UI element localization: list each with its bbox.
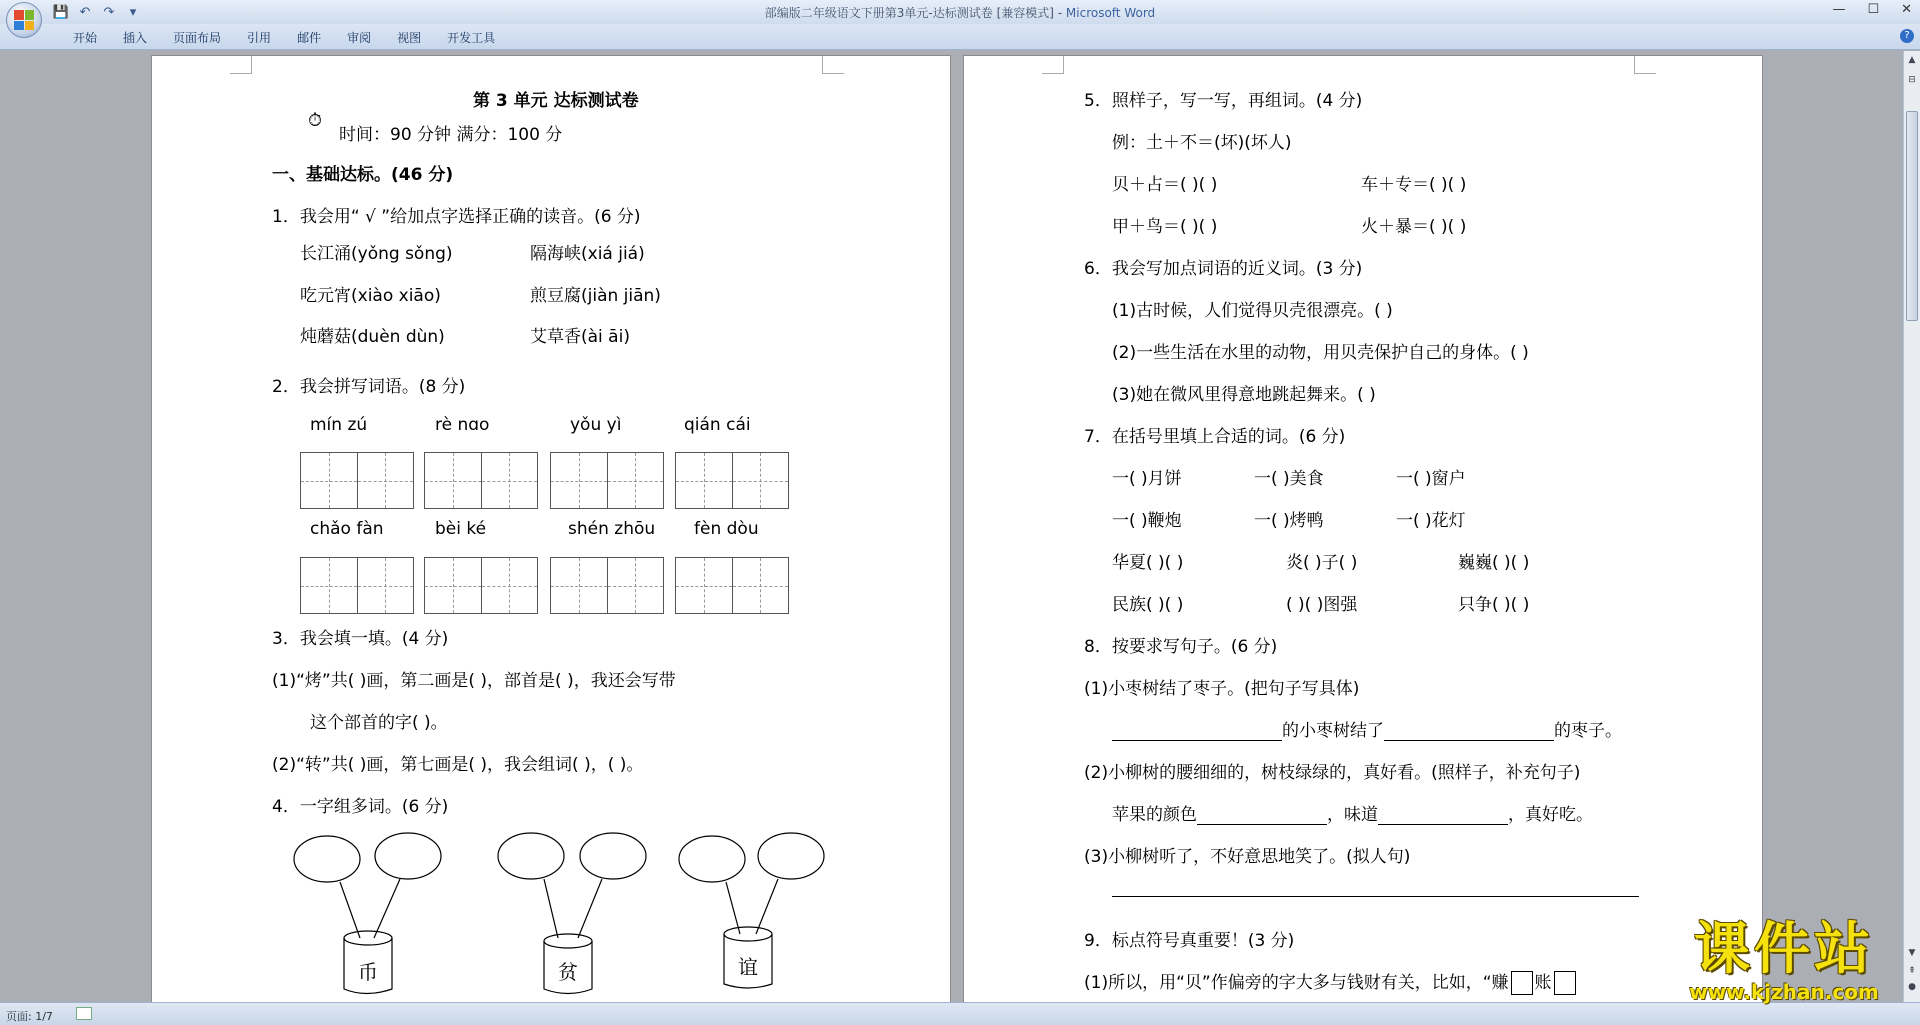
jar-character: 谊 — [738, 955, 758, 979]
watermark-url: www.kjzhan.com — [1689, 980, 1879, 1004]
tianzige-grid[interactable] — [424, 452, 538, 509]
scroll-down-icon[interactable]: ▼ — [1908, 948, 1916, 958]
q9-text: (1)所以，用“贝”作偏旁的字大多与钱财有关，比如，“赚 — [1084, 973, 1509, 993]
app-name: Microsoft Word — [1065, 6, 1156, 20]
help-icon[interactable]: ? — [1900, 29, 1914, 43]
q7-item: 一( )花灯 — [1396, 511, 1466, 531]
q3-line: 这个部首的字( )。 — [310, 713, 448, 733]
tianzige-grid[interactable] — [300, 557, 414, 614]
crop-mark — [1042, 56, 1064, 74]
q7-item: 只争( )( ) — [1458, 595, 1530, 615]
q6-item: (2)一些生活在水里的动物，用贝壳保护自己的身体。( ) — [1112, 343, 1529, 363]
q9-line — [1084, 968, 1576, 995]
q8-sentence: (2)小柳树的腰细细的，树枝绿绿的，真好看。(照样子，补充句子) — [1084, 763, 1581, 783]
q7-item: 一( )鞭炮 — [1112, 511, 1182, 531]
jar-character: 贫 — [558, 960, 578, 984]
q1-item: 艾草香(ài āi) — [530, 327, 630, 347]
status-bar — [0, 1002, 1920, 1025]
scroll-thumb[interactable] — [1906, 111, 1918, 321]
question-3-stem: 3．我会填一填。(4 分) — [272, 629, 449, 649]
tab-references[interactable]: 引用 — [247, 31, 272, 45]
q6-item: (1)古时候，人们觉得贝壳很漂亮。( ) — [1112, 301, 1393, 321]
q8-fill-line — [1112, 800, 1593, 825]
answer-blank[interactable] — [1378, 807, 1508, 825]
answer-bubble — [679, 836, 745, 882]
q1-item: 炖蘑菇(duèn dùn) — [300, 327, 445, 347]
q7-item: 一( )美食 — [1254, 469, 1324, 489]
tab-view[interactable]: 视图 — [397, 31, 422, 45]
tab-mailings[interactable]: 邮件 — [297, 31, 322, 45]
q7-item: 炎( )子( ) — [1286, 553, 1358, 573]
fill-text: ，味道 — [1327, 805, 1378, 825]
q5-item: 甲＋鸟＝( )( ) — [1112, 217, 1218, 237]
answer-blank[interactable] — [1112, 723, 1282, 741]
fill-text: 苹果的颜色 — [1112, 805, 1197, 825]
answer-bubble — [580, 833, 646, 879]
connector-line — [340, 879, 400, 938]
fill-text: ，真好吃。 — [1508, 805, 1593, 825]
save-icon[interactable]: 💾 — [52, 4, 70, 20]
watermark-title: 课件站 — [1694, 917, 1874, 982]
answer-bubble — [375, 833, 441, 879]
tianzige-grid[interactable] — [300, 452, 414, 509]
page-left — [151, 55, 951, 1002]
q7-item: 华夏( )( ) — [1112, 553, 1184, 573]
customize-qat-icon[interactable]: ▾ — [129, 4, 137, 20]
q1-item: 隔海峡(xiá jiá) — [530, 244, 645, 264]
q1-item: 煎豆腐(jiàn jiān) — [530, 286, 661, 306]
pinyin-label: yǒu yì — [570, 415, 622, 435]
redo-icon[interactable]: ↷ — [103, 4, 115, 20]
tab-home[interactable]: 开始 — [73, 31, 98, 45]
window-controls — [1832, 2, 1912, 17]
stopwatch-icon: ⏱ — [308, 110, 323, 131]
question-2-stem: 2．我会拼写词语。(8 分) — [272, 377, 466, 397]
q5-item: 车＋专＝( )( ) — [1361, 175, 1467, 195]
crop-mark — [822, 56, 844, 74]
pinyin-label: rè nɑo — [435, 415, 490, 435]
jar-character: 币 — [358, 960, 378, 984]
q7-item: 民族( )( ) — [1112, 595, 1184, 615]
question-9-stem: 9．标点符号真重要！(3 分) — [1084, 931, 1295, 951]
minimize-icon[interactable]: — — [1832, 2, 1846, 17]
tab-page-layout[interactable]: 页面布局 — [173, 31, 222, 45]
q7-item: ( )( )图强 — [1286, 595, 1358, 615]
q8-sentence: (3)小柳树听了，不好意思地笑了。(拟人句) — [1084, 847, 1411, 867]
tianzige-grid[interactable] — [550, 557, 664, 614]
answer-bubble — [498, 833, 564, 879]
document-area — [0, 51, 1903, 1002]
document-title: 部编版二年级语文下册第3单元-达标测试卷 [兼容模式] - — [764, 6, 1066, 20]
proofing-icon[interactable] — [76, 1007, 92, 1020]
answer-bubble — [758, 833, 824, 879]
q3-line: (1)“烤”共( )画，第二画是( )，部首是( )，我还会写带 — [272, 671, 676, 691]
question-8-stem: 8．按要求写句子。(6 分) — [1084, 637, 1278, 657]
pinyin-label: qián cái — [684, 415, 751, 435]
section-heading-1: 一、基础达标。(46 分) — [272, 165, 454, 185]
question-1-stem: 1．我会用“ √ ”给加点字选择正确的读音。(6 分) — [272, 207, 641, 227]
page-right — [963, 55, 1763, 1002]
punctuation-box[interactable] — [1511, 971, 1533, 995]
question-4-stem: 4．一字组多词。(6 分) — [272, 797, 449, 817]
q1-item: 吃元宵(xiào xiāo) — [300, 286, 441, 306]
ribbon — [0, 24, 1920, 50]
office-button[interactable] — [6, 2, 42, 38]
ribbon-tabs — [60, 29, 508, 46]
office-logo-icon — [14, 10, 34, 30]
window-title — [0, 4, 1920, 21]
pinyin-label: chǎo fàn — [310, 519, 384, 539]
q5-item: 贝＋占＝( )( ) — [1112, 175, 1218, 195]
tianzige-grid[interactable] — [550, 452, 664, 509]
question-7-stem: 7．在括号里填上合适的词。(6 分) — [1084, 427, 1346, 447]
title-bar — [0, 0, 1920, 24]
undo-icon[interactable]: ↶ — [79, 4, 91, 20]
pinyin-label: mín zú — [310, 415, 368, 435]
tianzige-grid[interactable] — [424, 557, 538, 614]
q7-item: 巍巍( )( ) — [1458, 553, 1530, 573]
q1-item: 长江涌(yǒng sǒng) — [300, 244, 453, 264]
q7-item: 一( )窗户 — [1396, 469, 1466, 489]
maximize-icon[interactable]: ☐ — [1867, 2, 1880, 17]
pinyin-label: bèi ké — [435, 519, 487, 539]
question-6-stem: 6．我会写加点词语的近义词。(3 分) — [1084, 259, 1363, 279]
vertical-scrollbar[interactable] — [1903, 51, 1920, 1002]
previous-page-icon[interactable]: ⇞ — [1908, 966, 1916, 976]
q5-item: 火＋暴＝( )( ) — [1361, 217, 1467, 237]
pinyin-label: fèn dòu — [694, 519, 759, 539]
pinyin-label: shén zhōu — [568, 519, 656, 539]
close-icon[interactable]: ✕ — [1901, 2, 1912, 17]
q9-text: 账 — [1534, 973, 1552, 993]
select-browse-object-icon[interactable]: ● — [1908, 982, 1916, 992]
q8-sentence: (1)小枣树结了枣子。(把句子写具体) — [1084, 679, 1360, 699]
fill-text: 的小枣树结了 — [1282, 721, 1384, 741]
tab-developer[interactable]: 开发工具 — [447, 31, 496, 45]
q5-example: 例：土＋不＝(坏)(坏人) — [1112, 133, 1292, 153]
tianzige-grid[interactable] — [675, 557, 789, 614]
question-5-stem: 5．照样子，写一写，再组词。(4 分) — [1084, 91, 1363, 111]
page-counter[interactable]: 页面: 1/7 — [6, 1010, 53, 1023]
crop-mark — [1634, 56, 1656, 74]
tab-insert[interactable]: 插入 — [123, 31, 148, 45]
q6-item: (3)她在微风里得意地跳起舞来。( ) — [1112, 385, 1376, 405]
crop-mark — [230, 56, 252, 74]
site-watermark — [1664, 917, 1904, 1004]
time-line: 时间：90 分钟 满分：100 分 — [339, 125, 563, 145]
fill-text: 的枣子。 — [1554, 721, 1622, 741]
tianzige-grid[interactable] — [675, 452, 789, 509]
answer-blank[interactable] — [1384, 723, 1554, 741]
scroll-up-icon[interactable]: ▲ — [1908, 55, 1916, 65]
answer-blank[interactable] — [1197, 807, 1327, 825]
ruler-toggle-icon[interactable]: ⊟ — [1908, 75, 1916, 85]
punctuation-box[interactable] — [1554, 971, 1576, 995]
connector-line — [726, 879, 778, 934]
q3-line: (2)“转”共( )画，第七画是( )，我会组词( )，( )。 — [272, 755, 644, 775]
q8-fill-line — [1112, 716, 1622, 741]
answer-line[interactable] — [1112, 896, 1639, 897]
tab-review[interactable]: 审阅 — [347, 31, 372, 45]
connector-line — [544, 879, 602, 938]
q7-item: 一( )烤鸭 — [1254, 511, 1324, 531]
q7-item: 一( )月饼 — [1112, 469, 1182, 489]
answer-bubble — [294, 836, 360, 882]
page-title: 第 3 单元 达标测试卷 — [473, 91, 639, 111]
